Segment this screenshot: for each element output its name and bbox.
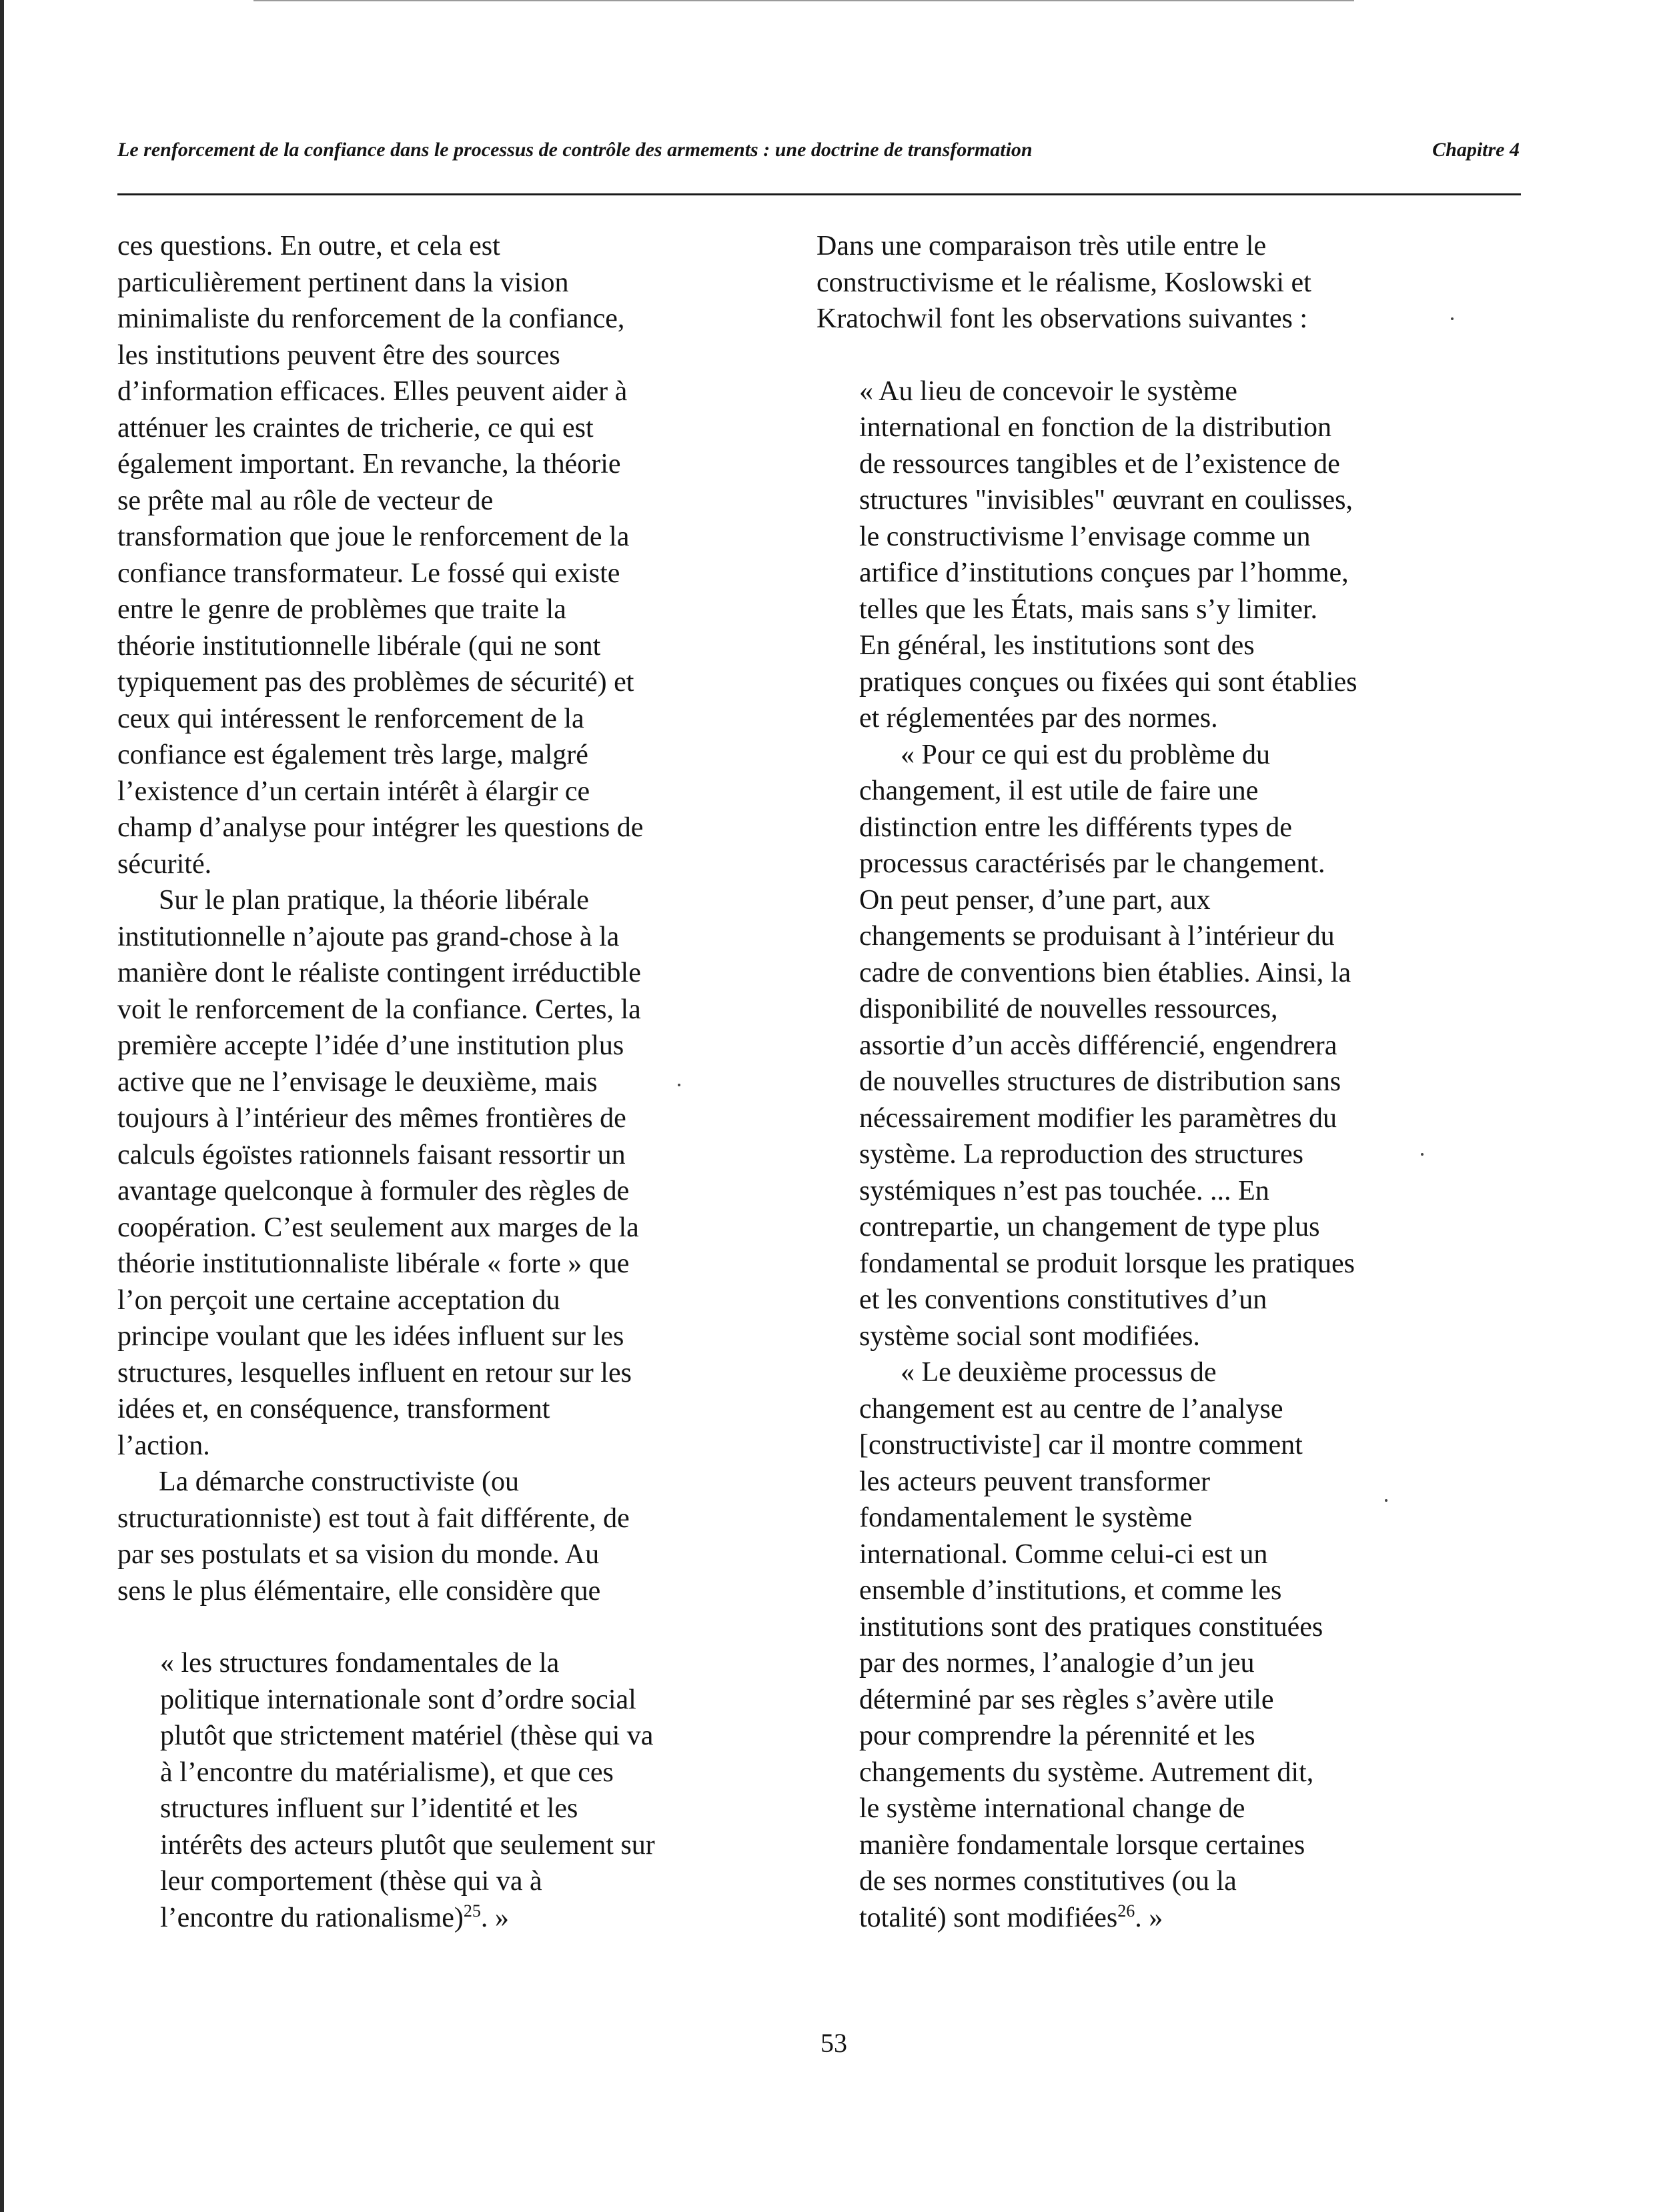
right-quote-3-text: « Le deuxième processus de changement est au centre de l’analyse [constructiviste] car il montre comment les acteurs peuvent transformer fondamentalement le système international. Comme celui-ci est un ensemble d’institutions, et comme les institutions sont des pratiques constituées par des normes, l’analogie d’un jeu déterminé par ses règles s’avère utile pour comprendre la pérennité et les changements du système. Autrement dit, le système international change de manière fondamentale lorsque certaines de ses normes constitutives (ou la totalité) sont modifiées	[859, 1357, 1323, 1933]
left-quote-text: « les structures fondamentales de la politique internationale sont d’ordre social plutôt que strictement matériel (thèse qui va à l’encontre du matérialisme), et que ces structures influent sur l’identité et les intérêts des acteurs plutôt que seulement sur leur comportement (thèse qui va à l’encontre du rationalisme)	[160, 1648, 655, 1933]
scan-top-edge	[253, 0, 1354, 1]
running-header	[117, 133, 1520, 173]
scan-speck	[1451, 317, 1454, 320]
scan-left-edge	[0, 0, 4, 2212]
header-rule	[117, 193, 1521, 195]
footnote-ref-25: 25	[463, 1901, 481, 1921]
right-paragraph-1: Dans une comparaison très utile entre le constructivisme et le réalisme, Koslowski et Kratochwil font les observations suivantes :	[816, 231, 1311, 334]
left-column	[117, 228, 731, 1936]
header-title: Le renforcement de la confiance dans le processus de contrôle des armements : une doctrine de transformation	[117, 139, 1033, 161]
page-number: 53	[820, 2028, 847, 2058]
paragraph-spacer	[117, 1609, 731, 1645]
scan-speck	[1385, 1499, 1387, 1502]
left-paragraph-3: La démarche constructiviste (ou structurationniste) est tout à fait différente, de par ses postulats et sa vision du monde. Au sens le plus élémentaire, elle considère que	[117, 1466, 630, 1606]
left-paragraph-2: Sur le plan pratique, la théorie libérale institutionnelle n’ajoute pas grand-chose à la manière dont le réaliste contingent irréductible voit le renforcement de la confiance. Certes, la première accepte l’idée d’une institution plus active que ne l’envisage le deuxième, mais toujours à l’intérieur des mêmes frontières de calculs égoïstes rationnels faisant ressortir un avantage quelconque à formuler des règles de coopération. C’est seulement aux marges de la théorie institutionnaliste libérale « forte » que l’on perçoit une certaine acceptation du principe voulant que les idées influent sur les structures, lesquelles influent en retour sur les idées et, en conséquence, transforment l’action.	[117, 885, 641, 1461]
right-quote-2: « Pour ce qui est du problème du changement, il est utile de faire une distinction entre les différents types de processus caractérisés par le changement. On peut penser, d’une part, aux changements se produisant à l’intérieur du cadre de conventions bien établies. Ainsi, la disponibilité de nouvelles ressources, assortie d’un accès différencié, engendrera de nouvelles structures de distribution sans nécessairement modifier les paramètres du système. La reproduction des structures systémiques n’est pas touchée. ... En contrepartie, un changement de type plus fondamental se produit lorsque les pratiques et les conventions constitutives d’un système social sont modifiées.	[859, 739, 1355, 1352]
right-quote-1: « Au lieu de concevoir le système international en fonction de la distribution de ressources tangibles et de l’existence de structures "invisibles" œuvrant en coulisses, le constructivisme l’envisage comme un artifice d’institutions conçues par l’homme, telles que les États, mais sans s’y limiter. En général, les institutions sont des pratiques conçues ou fixées qui sont établies et réglementées par des normes.	[859, 375, 1357, 734]
right-quote-3-end: . »	[1135, 1902, 1163, 1933]
scan-speck	[678, 1084, 680, 1086]
left-block-quote	[117, 1645, 731, 1936]
paragraph-spacer	[816, 337, 1457, 373]
right-quote-3	[816, 1354, 1457, 1936]
left-paragraph-1: ces questions. En outre, et cela est particulièrement pertinent dans la vision minimaliste du renforcement de la confiance, les institutions peuvent être des sources d’information efficaces. Elles peuvent aider à atténuer les craintes de tricherie, ce qui est également important. En revanche, la théorie se prête mal au rôle de vecteur de transformation que joue le renforcement de la confiance transformateur. Le fossé qui existe entre le genre de problèmes que traite la théorie institutionnelle libérale (qui ne sont typiquement pas des problèmes de sécurité) et ceux qui intéressent le renforcement de la confiance est également très large, malgré l’existence d’un certain intérêt à élargir ce champ d’analyse pour intégrer les questions de sécurité.	[117, 231, 644, 880]
right-column	[816, 228, 1457, 1936]
footnote-ref-26: 26	[1117, 1901, 1135, 1921]
header-chapter: Chapitre 4	[1432, 139, 1520, 161]
left-quote-end: . »	[480, 1902, 509, 1933]
scan-speck	[1421, 1153, 1424, 1156]
